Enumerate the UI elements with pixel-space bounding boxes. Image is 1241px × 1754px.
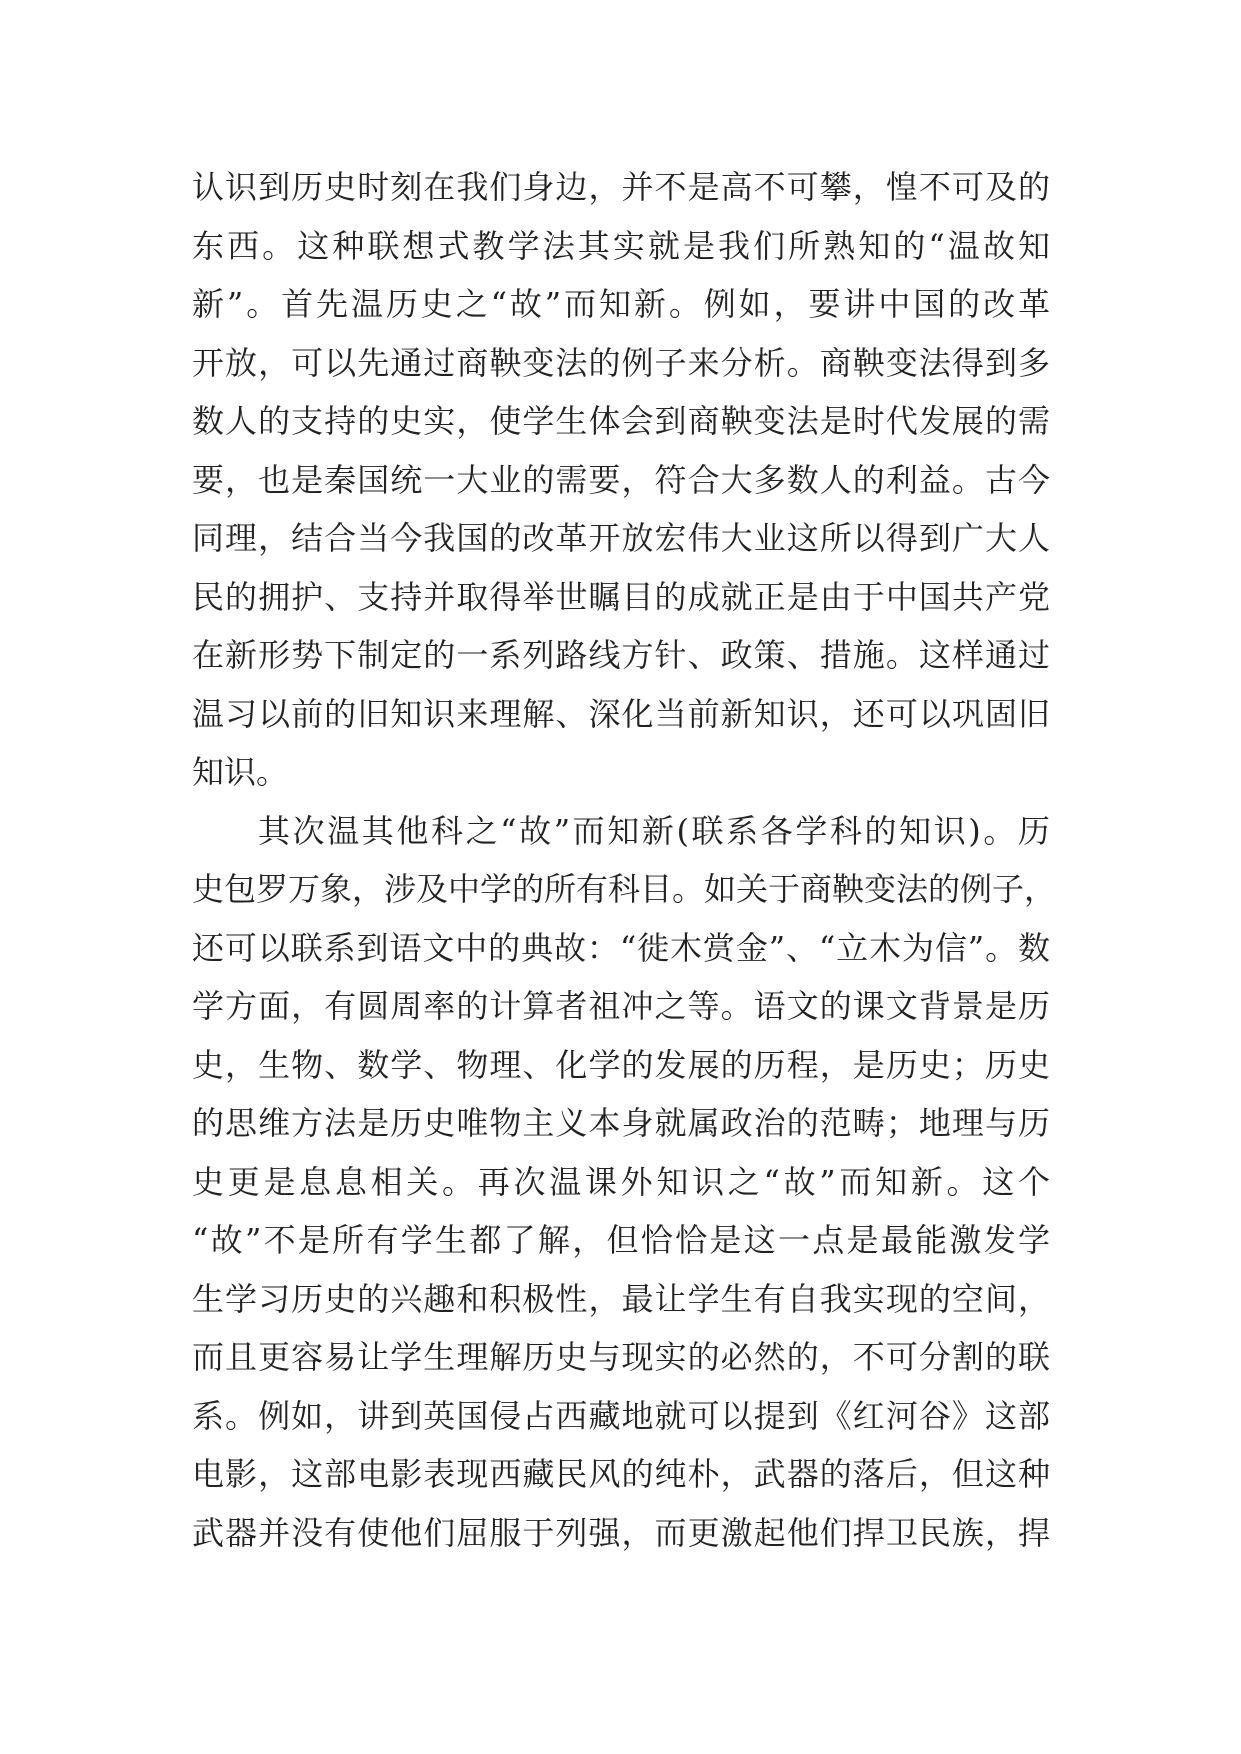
text-line: 认识到历史时刻在我们身边，并不是高不可攀，惶不可及的 bbox=[192, 168, 1050, 206]
text-line: 而且更容易让学生理解历史与现实的必然的，不可分割的联 bbox=[192, 1338, 1050, 1376]
text-line: 史更是息息相关。再次温课外知识之“故”而知新。这个 bbox=[192, 1162, 1050, 1201]
text-line: 还可以联系到语文中的典故：“徙木赏金”、“立木为信”。数 bbox=[192, 928, 1050, 967]
text-line-paragraph-start: 其次温其他科之“故”而知新(联系各学科的知识)。历 bbox=[258, 811, 1050, 850]
text-line: 电影，这部电影表现西藏民风的纯朴，武器的落后，但这种 bbox=[192, 1455, 1050, 1493]
text-line: “故”不是所有学生都了解，但恰恰是这一点是最能激发学 bbox=[192, 1221, 1050, 1259]
text-line: 武器并没有使他们屈服于列强，而更激起他们捍卫民族，捍 bbox=[192, 1513, 1050, 1552]
text-line: 学方面，有圆周率的计算者祖冲之等。语文的课文背景是历 bbox=[192, 987, 1050, 1025]
text-line: 要，也是秦国统一大业的需要，符合大多数人的利益。古今 bbox=[192, 460, 1050, 499]
text-line: 史包罗万象，涉及中学的所有科目。如关于商鞅变法的例子， bbox=[192, 870, 1057, 908]
text-line: 东西。这种联想式教学法其实就是我们所熟知的“温故知 bbox=[192, 226, 1050, 265]
text-line: 开放，可以先通过商鞅变法的例子来分析。商鞅变法得到多 bbox=[192, 343, 1050, 382]
text-line: 生学习历史的兴趣和积极性，最让学生有自我实现的空间， bbox=[192, 1279, 1050, 1318]
text-line: 史，生物、数学、物理、化学的发展的历程，是历史；历史 bbox=[192, 1045, 1050, 1084]
text-line: 系。例如，讲到英国侵占西藏地就可以提到《红河谷》这部 bbox=[192, 1396, 1050, 1435]
text-line: 数人的支持的史实，使学生体会到商鞅变法是时代发展的需 bbox=[192, 402, 1050, 440]
text-line: 民的拥护、支持并取得举世瞩目的成就正是由于中国共产党 bbox=[192, 577, 1050, 616]
text-line: 温习以前的旧知识来理解、深化当前新知识，还可以巩固旧 bbox=[192, 694, 1050, 733]
text-line: 新”。首先温历史之“故”而知新。例如，要讲中国的改革 bbox=[192, 285, 1050, 323]
text-line: 同理，结合当今我国的改革开放宏伟大业这所以得到广大人 bbox=[192, 519, 1050, 557]
text-line: 在新形势下制定的一系列路线方针、政策、措施。这样通过 bbox=[192, 636, 1050, 674]
body-text bbox=[192, 158, 1057, 1562]
text-line: 的思维方法是历史唯物主义本身就属政治的范畴；地理与历 bbox=[192, 1104, 1050, 1142]
text-line-paragraph-end: 知识。 bbox=[192, 753, 289, 791]
